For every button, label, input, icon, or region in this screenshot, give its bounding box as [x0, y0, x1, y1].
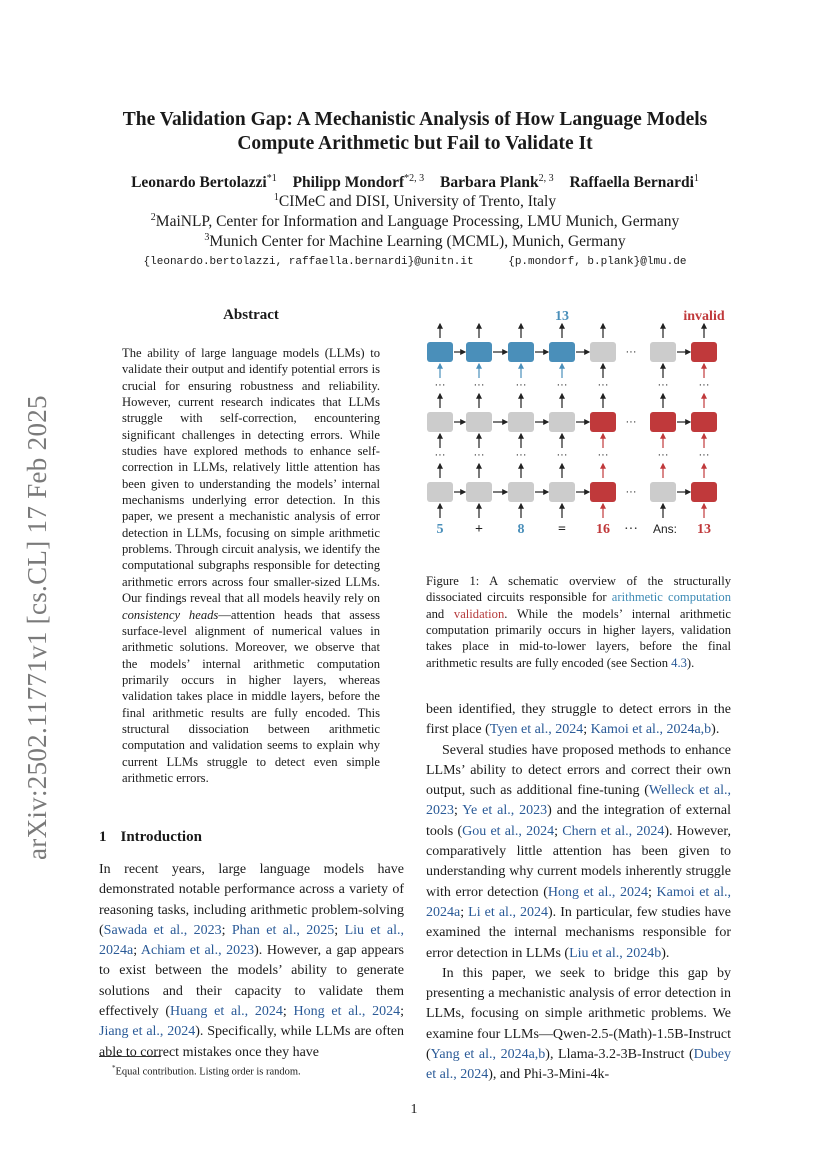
citation-link[interactable]: Jiang et al., 2024 — [99, 1024, 196, 1040]
paragraph: Several studies have proposed methods to enhance LLMs’ ability to detect errors and correct their own output, such as additional fine-tuning (Welleck et al., 2023; Ye et al., 2023) and the integration of external tools (Gou et al., 2024; Chern et al., 2024). However, comparatively little attention has been given to understanding why current models inherently struggle with error detection (Hong et al., 2024; Kamoi et al., 2024a; Li et al., 2024). In particular, few studies have examined the internal mechanisms responsible for error detection in LLMs (Liu et al., 2024b). — [426, 742, 732, 961]
circuit-node — [691, 412, 717, 432]
footnote: *Equal contribution. Listing order is random. — [112, 1064, 301, 1078]
citation-link[interactable]: Tyen et al., 2024 — [489, 722, 584, 738]
citation-link[interactable]: Phan et al., 2025 — [231, 922, 335, 938]
ellipsis-dots: ··· — [698, 379, 710, 391]
footnote-divider — [99, 1056, 161, 1057]
ellipsis-dots: ··· — [515, 449, 527, 461]
ellipsis-dots: ··· — [434, 449, 446, 461]
ellipsis-dots: ··· — [434, 379, 446, 391]
circuit-node — [650, 482, 676, 502]
citation-link[interactable]: Kamoi et al., 2024a — [426, 884, 732, 920]
figure-input-token: 13 — [697, 522, 711, 537]
circuit-node — [427, 412, 453, 432]
circuit-node — [590, 482, 616, 502]
circuit-schematic-figure — [420, 300, 740, 560]
intro-paragraph: In recent years, large language models have demonstrated notable performance across a variety of reasoning tasks, including arithmetic problem-solving (Sawada et al., 2023; Phan et al., 2025; Liu et al., 2024a; Achiam et al., 2023). However, a gap appears to exist between the models’ ability to generate solutions and their capacity to validate them effectively (Huang et al., 2024; Hong et al., 2024; Jiang et al., 2024). Specifically, while LLMs are often able to correct mistakes once they have — [99, 862, 405, 1060]
citation-link[interactable]: Huang et al., 2024 — [170, 1004, 283, 1020]
figure-caption: Figure 1: A schematic overview of the structurally dissociated circuits responsible for arithmetic computation and validation. While the models’ internal arithmetic computation primarily occurs in higher layers, validation takes place in mid-to-lower layers, before the final arithmetic results are fully encoded (see Section 4.3). — [426, 574, 731, 670]
author: Leonardo Bertolazzi$^{*1}$ — [131, 173, 277, 192]
abstract-heading: Abstract — [223, 307, 279, 323]
figure-input-token: Ans: — [652, 522, 678, 536]
arxiv-identifier: arXiv:2502.11771v1 [cs.CL] 17 Feb 2025 — [22, 395, 52, 860]
ellipsis-dots: ··· — [625, 346, 637, 358]
figure-input-token: + — [475, 522, 483, 537]
figure-label-invalid: invalid — [683, 309, 725, 324]
section-heading: 1 Introduction — [99, 829, 202, 845]
figure-input-token: 5 — [436, 522, 444, 537]
citation-link[interactable]: Dubey et al., 2024 — [426, 1047, 731, 1083]
circuit-node — [691, 482, 717, 502]
circuit-node — [427, 482, 453, 502]
author: Barbara Plank$^{2, 3}$ — [440, 173, 554, 192]
author: Raffaella Bernardi$^1$ — [569, 173, 699, 192]
ellipsis-dots: ··· — [597, 449, 609, 461]
citation-link[interactable]: Ye et al., 2023 — [462, 803, 548, 819]
email[interactable]: {leonardo.bertolazzi, raffaella.bernardi}@unitn.it — [143, 256, 474, 268]
ellipsis-dots: ··· — [698, 449, 710, 461]
citation-link[interactable]: Yang et al., 2024a,b — [430, 1047, 546, 1063]
affiliation: $^2$MaiNLP, Center for Information and Language Processing, LMU Munich, Germany — [150, 212, 680, 231]
circuit-node — [650, 342, 676, 362]
ellipsis-dots: ··· — [515, 379, 527, 391]
figure-input-token: 8 — [517, 522, 525, 537]
paragraph: been identified, they struggle to detect errors in the first place (Tyen et al., 2024; Kamoi et al., 2024a,b). — [426, 702, 731, 738]
circuit-node — [508, 342, 534, 362]
citation-link[interactable]: Hong et al., 2024 — [293, 1004, 401, 1020]
ellipsis-dots: ··· — [597, 379, 609, 391]
abstract-text: The ability of large language models (LLMs) to validate their output and identify potential errors is crucial for ensuring robustness and reliability. However, current research indicates that LLMs struggle with self-correction, encountering significant challenges in detecting errors. While studies have explored methods to enhance self-correction in LLMs, relatively little attention has been given to understanding the models’ internal mechanisms underlying error detection. In this paper, we present a mechanistic analysis of error detection in LLMs, focusing on simple arithmetic problems. Through circuit analysis, we identify the computational subgraphs responsible for detecting arithmetic errors across four smaller-sized LLMs. Our findings reveal that all models heavily rely on consistency heads—attention heads that assess surface-level alignment of numerical values in arithmetic solutions. Moreover, we observe that the models’ internal arithmetic computation primarily occurs in higher layers, whereas validation takes place in middle layers, before the final arithmetic results are fully encoded. This structural dissociation between arithmetic computation and validation seems to explain why current LLMs struggle to detect even simple arithmetic errors. — [122, 346, 380, 785]
circuit-node — [549, 482, 575, 502]
citation-link[interactable]: Kamoi et al., 2024a,b — [590, 722, 712, 738]
affiliation: $^1$CIMeC and DISI, University of Trento, Italy — [273, 192, 557, 211]
citation-link[interactable]: Li et al., 2024 — [468, 904, 548, 920]
citation-link[interactable]: Achiam et al., 2023 — [140, 943, 255, 959]
page-number: 1 — [410, 1102, 418, 1117]
ellipsis-dots: ··· — [625, 416, 637, 428]
circuit-node — [427, 342, 453, 362]
ellipsis-dots: ··· — [556, 379, 568, 391]
ellipsis-dots: ··· — [473, 379, 485, 391]
section-reference-link[interactable]: 4.3 — [671, 655, 687, 670]
paragraph: In this paper, we seek to bridge this gap by presenting a mechanistic analysis of error detection in LLMs, focusing on simple arithmetic problems. We examine four LLMs—Qwen-2.5-(Math)-1.5B-Instruct (Yang et al., 2024a,b), Llama-3.2-3B-Instruct (Dubey et al., 2024), and Phi-3-Mini-4k- — [426, 965, 731, 1083]
circuit-node — [466, 482, 492, 502]
circuit-node — [549, 342, 575, 362]
citation-link[interactable]: Liu et al., 2024b — [569, 945, 662, 961]
circuit-node — [650, 412, 676, 432]
ellipsis-dots: ··· — [625, 486, 637, 498]
author-list — [60, 173, 770, 192]
circuit-node — [466, 342, 492, 362]
figure-input-token: 16 — [596, 522, 610, 537]
citation-link[interactable]: Hong et al., 2024 — [547, 884, 648, 900]
ellipsis-dots: ··· — [657, 449, 669, 461]
ellipsis-dots: ··· — [556, 449, 568, 461]
circuit-node — [549, 412, 575, 432]
circuit-node — [590, 412, 616, 432]
author-emails — [60, 256, 770, 268]
circuit-node — [508, 412, 534, 432]
author: Philipp Mondorf$^{*2, 3}$ — [292, 173, 425, 192]
circuit-node — [691, 342, 717, 362]
paper-title: The Validation Gap: A Mechanistic Analysis of How Language Models Compute Arithmetic but Fail to Validate It — [122, 109, 708, 154]
citation-link[interactable]: Liu et al., 2024a — [99, 922, 405, 959]
citation-link[interactable]: Gou et al., 2024 — [462, 823, 555, 839]
circuit-node — [508, 482, 534, 502]
intro-continued — [426, 700, 731, 1086]
citation-link[interactable]: Welleck et al., 2023 — [426, 783, 731, 819]
citation-link[interactable]: Sawada et al., 2023 — [103, 922, 222, 938]
figure-input-token: = — [558, 522, 566, 537]
citation-link[interactable]: Chern et al., 2024 — [562, 823, 665, 839]
email[interactable]: {p.mondorf, b.plank}@lmu.de — [508, 256, 687, 268]
circuit-node — [466, 412, 492, 432]
circuit-node — [590, 342, 616, 362]
affiliation: $^3$Munich Center for Machine Learning (MCML), Munich, Germany — [204, 232, 626, 251]
ellipsis-dots: ··· — [657, 379, 669, 391]
figure-input-token: ··· — [624, 522, 638, 537]
figure-label-result: 13 — [555, 309, 569, 324]
ellipsis-dots: ··· — [473, 449, 485, 461]
